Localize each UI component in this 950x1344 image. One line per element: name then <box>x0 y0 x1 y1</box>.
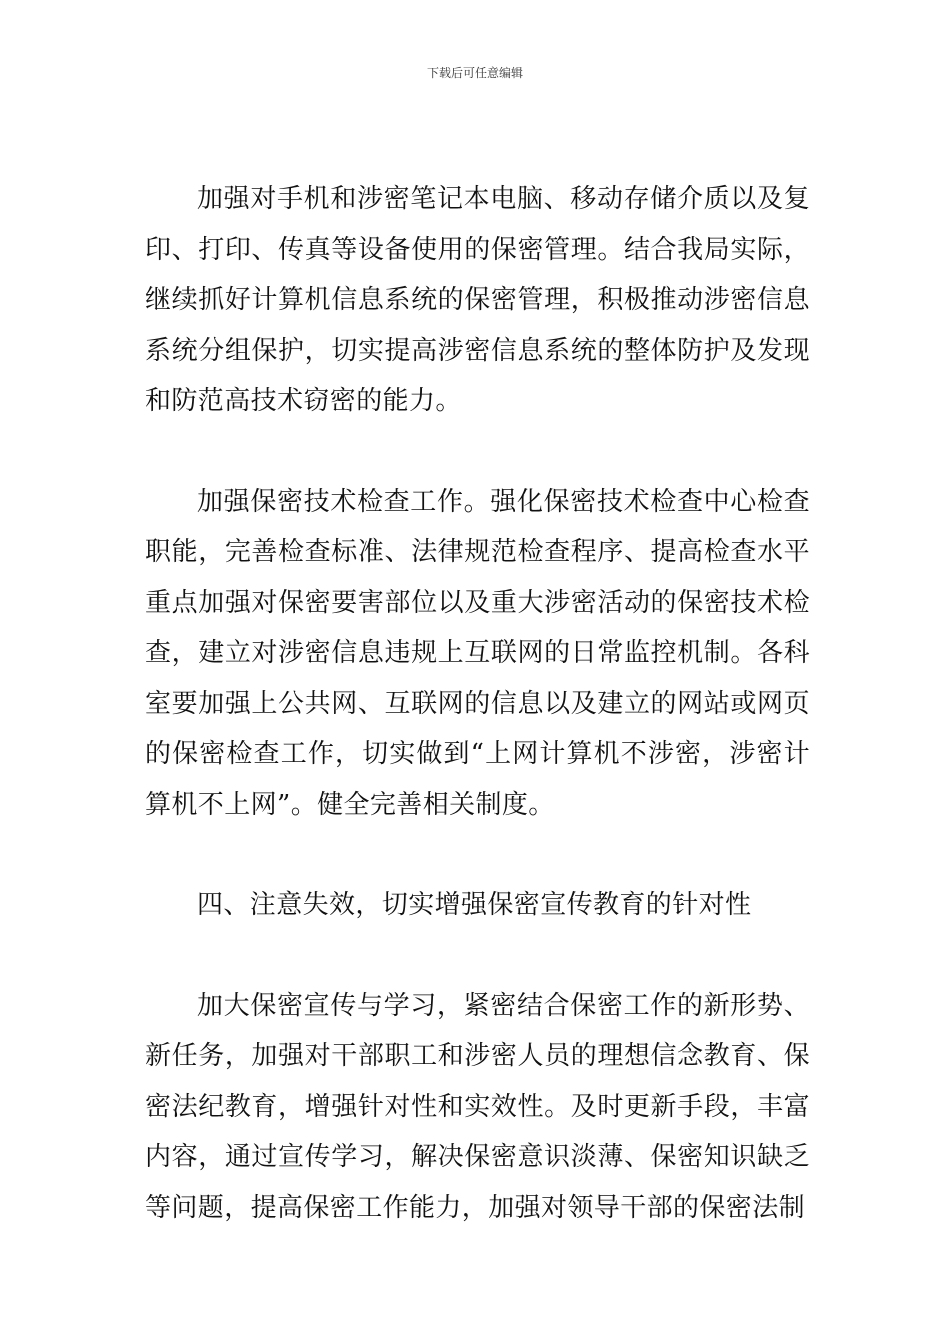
page-header: 下载后可任意编辑 <box>426 66 523 80</box>
document-body <box>145 174 810 1233</box>
section-heading: 四、注意失效，切实增强保密宣传教育的针对性 <box>197 890 752 920</box>
paragraph-device-security: 加强对手机和涉密笔记本电脑、移动存储介质以及复印、打印、传真等设备使用的保密管理。结合我局实际，继续抓好计算机信息系统的保密管理，积极推动涉密信息系统分组保护，切实提高涉密信息系统的整体防护及发现和防范高技术窃密的能力。 <box>145 184 810 416</box>
paragraph-publicity-education: 加大保密宣传与学习，紧密结合保密工作的新形势、新任务，加强对干部职工和涉密人员的理想信念教育、保密法纪教育，增强针对性和实效性。及时更新手段，丰富内容，通过宣传学习，解决保密意识淡薄、保密知识缺乏等问题，提高保密工作能力，加强对领导干部的保密法制 <box>145 990 810 1223</box>
paragraph-technical-inspection: 加强保密技术检查工作。强化保密技术检查中心检查职能，完善检查标准、法律规范检查程序、提高检查水平重点加强对保密要害部位以及重大涉密活动的保密技术检查，建立对涉密信息违规上互联网的日常监控机制。各科室要加强上公共网、互联网的信息以及建立的网站或网页的保密检查工作，切实做到“上网计算机不涉密，涉密计算机不上网”。健全完善相关制度。 <box>145 486 810 820</box>
